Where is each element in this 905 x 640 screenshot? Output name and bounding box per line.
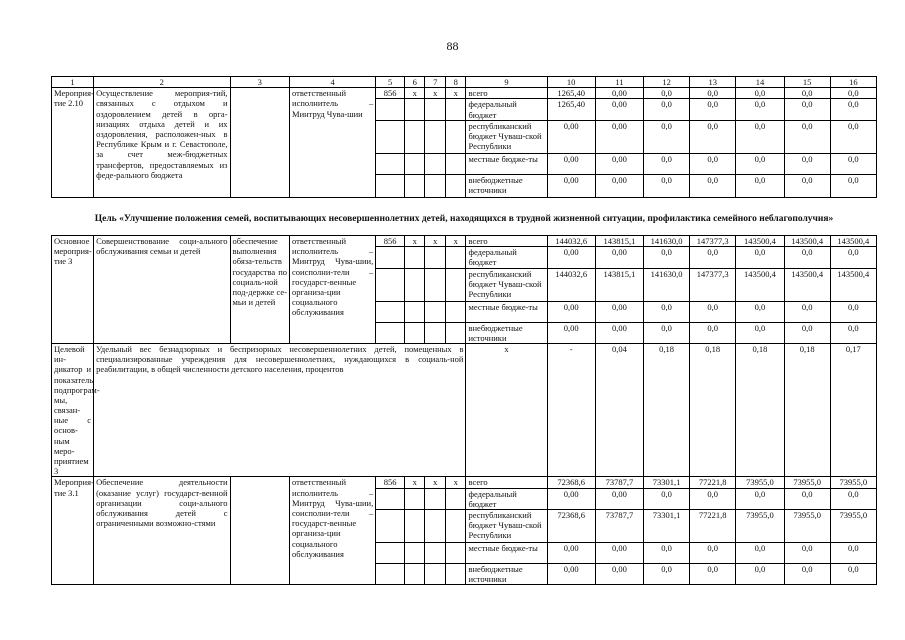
- code-cell: x: [425, 236, 446, 247]
- empty-cell: [376, 542, 405, 563]
- funding-source-cell: республиканский бюджет Чуваш-ской Республики: [466, 120, 547, 153]
- value-cell: 0,0: [830, 301, 876, 322]
- value-cell: 0,0: [784, 322, 830, 343]
- value-cell: 0,00: [595, 247, 643, 268]
- value-cell: 144032,6: [547, 268, 595, 301]
- value-cell: 0,0: [830, 488, 876, 509]
- value-cell: 143815,1: [595, 236, 643, 247]
- value-cell: 0,0: [643, 247, 689, 268]
- empty-cell: [445, 542, 466, 563]
- value-cell: 0,0: [784, 247, 830, 268]
- empty-cell: [404, 488, 425, 509]
- value-cell: 143500,4: [736, 268, 784, 301]
- column-number: 5: [376, 77, 405, 88]
- value-cell: 0,0: [784, 99, 830, 120]
- value-cell: 0,0: [830, 542, 876, 563]
- column-number: 15: [784, 77, 830, 88]
- value-cell: 73955,0: [736, 509, 784, 542]
- value-cell: 1265,40: [547, 99, 595, 120]
- table-row: [52, 477, 877, 488]
- value-cell: 0,00: [595, 301, 643, 322]
- activity-code-cell: Основное мероприя-тие 3: [52, 236, 94, 344]
- indicator-text-cell: Удельный вес безнадзорных и беспризорных несовершеннолетних детей, помещенных в специализированные учреждения для несовершеннолетних, нуждающихся в социаль-ной реабилитации, в общей численности детского населения, процентов: [94, 343, 466, 476]
- value-cell: 1265,40: [547, 88, 595, 99]
- value-cell: 0,0: [736, 99, 784, 120]
- code-cell: x: [404, 236, 425, 247]
- value-cell: 0,00: [595, 99, 643, 120]
- value-cell: 0,00: [595, 174, 643, 197]
- empty-cell: [445, 563, 466, 584]
- value-cell: 0,00: [595, 542, 643, 563]
- column-number: 6: [404, 77, 425, 88]
- value-cell: 0,0: [784, 174, 830, 197]
- value-cell: 0,0: [643, 120, 689, 153]
- funding-source-cell: внебюджетные источники: [466, 322, 547, 343]
- empty-cell: [404, 247, 425, 268]
- value-cell: 73955,0: [830, 509, 876, 542]
- empty-cell: [376, 247, 405, 268]
- value-cell: 0,0: [690, 322, 736, 343]
- column-number: 8: [445, 77, 466, 88]
- value-cell: 73787,7: [595, 477, 643, 488]
- value-cell: 0,0: [784, 488, 830, 509]
- funding-source-cell: местные бюдже-ты: [466, 153, 547, 174]
- goal-heading: Цель «Улучшение положения семей, воспитывающих несовершеннолетних детей, находящихся в трудной жизненной ситуации, профилактика семейного неблагополучия»: [94, 214, 834, 224]
- value-cell: 0,0: [690, 488, 736, 509]
- empty-cell: [404, 563, 425, 584]
- empty-cell: [445, 99, 466, 120]
- value-cell: 72368,6: [547, 509, 595, 542]
- funding-source-cell: республиканский бюджет Чуваш-ской Республики: [466, 509, 547, 542]
- column-number: 3: [230, 77, 290, 88]
- value-cell: 0,0: [736, 322, 784, 343]
- empty-cell: [445, 268, 466, 301]
- empty-cell: [425, 488, 446, 509]
- funding-source-cell: внебюджетные источники: [466, 174, 547, 197]
- empty-cell: [376, 153, 405, 174]
- empty-cell: [445, 247, 466, 268]
- value-cell: 0,0: [643, 174, 689, 197]
- activity-name-cell: Совершенствование соци-ального обслуживания семьи и детей: [94, 236, 230, 344]
- executor-cell: ответственный исполнитель – Минтруд Чува-шии, соисполни-тели – государст-венные организа-ции социального обслуживания: [290, 477, 376, 585]
- empty-cell: [425, 153, 446, 174]
- value-cell: 147377,3: [690, 268, 736, 301]
- value-cell: 73955,0: [784, 477, 830, 488]
- activity-name-cell: Осуществление мероприя-тий, связанных с отдыхом и оздоровлением детей в орга-низациях отдыха детей и их оздоровления, расположен-ных в Республике Крым и г. Севастополе, за счет меж-бюджетных трансфертов, предоставляемых из феде-рального бюджета: [94, 88, 230, 198]
- value-cell: 77221,8: [690, 477, 736, 488]
- value-cell: 0,0: [830, 174, 876, 197]
- activity-code-cell: Мероприя-тие 3.1: [52, 477, 94, 585]
- empty-cell: [425, 174, 446, 197]
- value-cell: 0,00: [547, 153, 595, 174]
- activity-goal-cell: обеспечение выполнения обяза-тельств государства по социаль-ной под-держке се-мьи и детей: [230, 236, 290, 344]
- value-cell: 144032,6: [547, 236, 595, 247]
- code-cell: x: [445, 88, 466, 99]
- empty-cell: [445, 322, 466, 343]
- empty-cell: [425, 99, 446, 120]
- code-cell: x: [404, 88, 425, 99]
- column-number: 10: [547, 77, 595, 88]
- empty-cell: [404, 174, 425, 197]
- value-cell: 0,0: [736, 563, 784, 584]
- code-cell: 856: [376, 236, 405, 247]
- value-cell: 0,0: [830, 120, 876, 153]
- value-cell: 0,0: [830, 322, 876, 343]
- table-row: [52, 88, 877, 99]
- value-cell: 0,0: [736, 542, 784, 563]
- activity-goal-cell: [230, 88, 290, 198]
- value-cell: 0,0: [690, 153, 736, 174]
- empty-cell: [376, 322, 405, 343]
- value-cell: 0,0: [784, 153, 830, 174]
- empty-cell: [445, 120, 466, 153]
- column-number: 1: [52, 77, 94, 88]
- value-cell: 0,0: [830, 247, 876, 268]
- column-number: 2: [94, 77, 230, 88]
- value-cell: 0,0: [784, 542, 830, 563]
- value-cell: 141630,0: [643, 236, 689, 247]
- indicator-value-cell: 0,17: [830, 343, 876, 476]
- value-cell: 0,0: [830, 99, 876, 120]
- empty-cell: [445, 153, 466, 174]
- funding-source-cell: республиканский бюджет Чуваш-ской Республики: [466, 268, 547, 301]
- empty-cell: [425, 563, 446, 584]
- empty-cell: [404, 99, 425, 120]
- indicator-value-cell: 0,18: [736, 343, 784, 476]
- value-cell: 143500,4: [830, 268, 876, 301]
- value-cell: 0,0: [784, 563, 830, 584]
- value-cell: 0,00: [595, 153, 643, 174]
- value-cell: 0,00: [547, 563, 595, 584]
- value-cell: 143500,4: [784, 236, 830, 247]
- funding-source-cell: местные бюдже-ты: [466, 301, 547, 322]
- indicator-value-cell: 0,18: [784, 343, 830, 476]
- funding-source-cell: федеральный бюджет: [466, 488, 547, 509]
- activity-goal-cell: [230, 477, 290, 585]
- value-cell: 0,0: [830, 563, 876, 584]
- value-cell: 0,00: [595, 563, 643, 584]
- indicator-x-cell: x: [466, 343, 547, 476]
- value-cell: 143500,4: [784, 268, 830, 301]
- value-cell: 0,0: [690, 563, 736, 584]
- empty-cell: [404, 509, 425, 542]
- empty-cell: [404, 268, 425, 301]
- value-cell: 0,00: [547, 247, 595, 268]
- empty-cell: [425, 542, 446, 563]
- value-cell: 0,0: [736, 88, 784, 99]
- column-number: 16: [830, 77, 876, 88]
- column-number: 13: [690, 77, 736, 88]
- value-cell: 0,0: [643, 563, 689, 584]
- funding-source-cell: федеральный бюджет: [466, 247, 547, 268]
- empty-cell: [445, 488, 466, 509]
- value-cell: 0,0: [830, 153, 876, 174]
- column-number: 4: [290, 77, 376, 88]
- indicator-value-cell: 0,04: [595, 343, 643, 476]
- value-cell: 0,00: [595, 488, 643, 509]
- activity-code-cell: Мероприя-тие 2.10: [52, 88, 94, 198]
- value-cell: 0,0: [643, 488, 689, 509]
- empty-cell: [425, 247, 446, 268]
- funding-source-cell: местные бюдже-ты: [466, 542, 547, 563]
- value-cell: 0,0: [690, 247, 736, 268]
- budget-table-part-2: [51, 235, 877, 585]
- value-cell: 0,0: [690, 88, 736, 99]
- value-cell: 143500,4: [830, 236, 876, 247]
- value-cell: 0,0: [736, 153, 784, 174]
- empty-cell: [445, 174, 466, 197]
- column-number: 12: [643, 77, 689, 88]
- indicator-value-cell: 0,18: [643, 343, 689, 476]
- indicator-value-cell: -: [547, 343, 595, 476]
- funding-source-cell: всего: [466, 88, 547, 99]
- value-cell: 0,0: [736, 488, 784, 509]
- empty-cell: [425, 120, 446, 153]
- value-cell: 0,0: [736, 174, 784, 197]
- empty-cell: [376, 99, 405, 120]
- funding-source-cell: всего: [466, 477, 547, 488]
- code-cell: x: [425, 88, 446, 99]
- column-number: 11: [595, 77, 643, 88]
- value-cell: 0,0: [784, 120, 830, 153]
- value-cell: 0,00: [595, 88, 643, 99]
- code-cell: x: [404, 477, 425, 488]
- empty-cell: [425, 322, 446, 343]
- value-cell: 0,0: [643, 88, 689, 99]
- code-cell: x: [445, 236, 466, 247]
- empty-cell: [404, 120, 425, 153]
- value-cell: 0,00: [547, 174, 595, 197]
- code-cell: 856: [376, 88, 405, 99]
- value-cell: 0,0: [736, 247, 784, 268]
- value-cell: 0,0: [830, 88, 876, 99]
- value-cell: 73301,1: [643, 477, 689, 488]
- empty-cell: [425, 268, 446, 301]
- value-cell: 143815,1: [595, 268, 643, 301]
- activity-name-cell: Обеспечение деятельности (оказание услуг) государст-венной организации соци-ального обслуживания детей с ограниченными возможно-стями: [94, 477, 230, 585]
- empty-cell: [376, 174, 405, 197]
- indicator-value-cell: 0,18: [690, 343, 736, 476]
- value-cell: 0,0: [736, 301, 784, 322]
- value-cell: 0,0: [643, 301, 689, 322]
- funding-source-cell: федеральный бюджет: [466, 99, 547, 120]
- empty-cell: [404, 322, 425, 343]
- value-cell: 73787,7: [595, 509, 643, 542]
- executor-cell: ответственный исполнитель – Минтруд Чува-шии, соисполни-тели – государст-венные организа-ции социального обслуживания: [290, 236, 376, 344]
- column-number: 7: [425, 77, 446, 88]
- value-cell: 73955,0: [736, 477, 784, 488]
- page-number: 88: [446, 39, 459, 53]
- value-cell: 0,00: [547, 322, 595, 343]
- value-cell: 0,0: [690, 174, 736, 197]
- value-cell: 0,0: [690, 301, 736, 322]
- empty-cell: [404, 153, 425, 174]
- value-cell: 0,00: [547, 120, 595, 153]
- value-cell: 0,00: [595, 120, 643, 153]
- value-cell: 73301,1: [643, 509, 689, 542]
- value-cell: 0,0: [643, 153, 689, 174]
- empty-cell: [404, 301, 425, 322]
- code-cell: x: [445, 477, 466, 488]
- empty-cell: [445, 509, 466, 542]
- value-cell: 73955,0: [830, 477, 876, 488]
- value-cell: 141630,0: [643, 268, 689, 301]
- value-cell: 0,00: [547, 301, 595, 322]
- empty-cell: [445, 301, 466, 322]
- funding-source-cell: внебюджетные источники: [466, 563, 547, 584]
- indicator-label-cell: Целевой ин-дикатор и показатель подпрограм-мы, связан-ные с основ-ным меро-приятием 3: [52, 343, 94, 476]
- value-cell: 0,0: [643, 99, 689, 120]
- value-cell: 0,00: [547, 542, 595, 563]
- empty-cell: [376, 120, 405, 153]
- value-cell: 0,00: [547, 488, 595, 509]
- executor-cell: ответственный исполнитель – Минтруд Чува-шии: [290, 88, 376, 198]
- budget-table-part-1: [51, 76, 877, 198]
- value-cell: 72368,6: [547, 477, 595, 488]
- code-cell: x: [425, 477, 446, 488]
- empty-cell: [376, 563, 405, 584]
- value-cell: 0,0: [690, 99, 736, 120]
- empty-cell: [376, 509, 405, 542]
- empty-cell: [404, 542, 425, 563]
- code-cell: 856: [376, 477, 405, 488]
- empty-cell: [425, 301, 446, 322]
- header-row: [52, 77, 877, 88]
- value-cell: 0,0: [736, 120, 784, 153]
- value-cell: 73955,0: [784, 509, 830, 542]
- value-cell: 0,0: [643, 542, 689, 563]
- empty-cell: [425, 509, 446, 542]
- value-cell: 0,0: [690, 542, 736, 563]
- value-cell: 0,0: [690, 120, 736, 153]
- value-cell: 143500,4: [736, 236, 784, 247]
- empty-cell: [376, 268, 405, 301]
- value-cell: 0,0: [784, 301, 830, 322]
- table-row: [52, 236, 877, 247]
- empty-cell: [376, 301, 405, 322]
- indicator-row: [52, 343, 877, 476]
- value-cell: 0,0: [643, 322, 689, 343]
- value-cell: 77221,8: [690, 509, 736, 542]
- funding-source-cell: всего: [466, 236, 547, 247]
- value-cell: 147377,3: [690, 236, 736, 247]
- empty-cell: [376, 488, 405, 509]
- value-cell: 0,0: [784, 88, 830, 99]
- column-number: 9: [466, 77, 547, 88]
- column-number: 14: [736, 77, 784, 88]
- value-cell: 0,00: [595, 322, 643, 343]
